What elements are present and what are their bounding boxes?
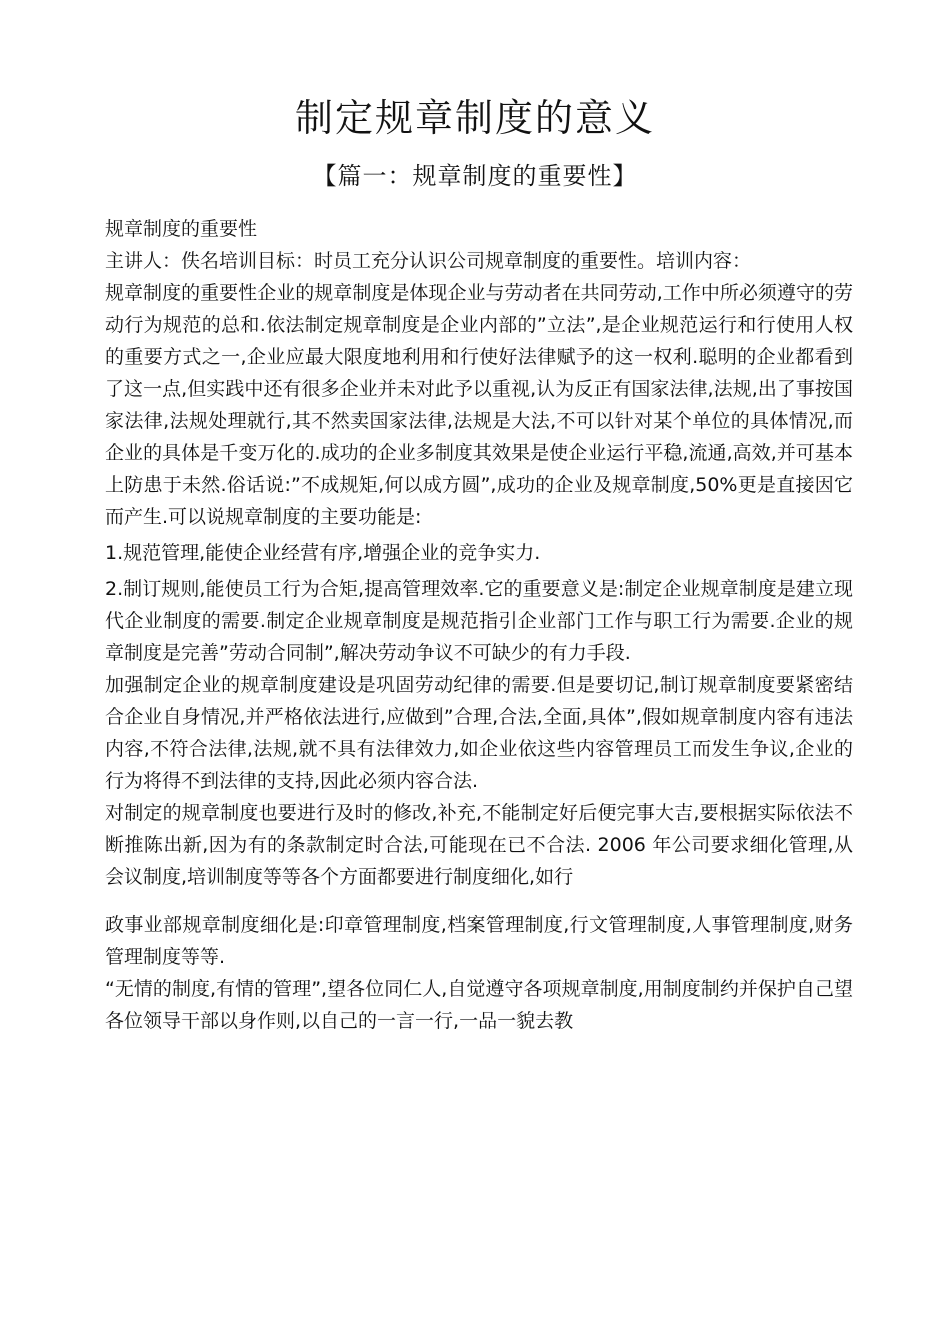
paragraph-importance: 规章制度的重要性企业的规章制度是体现企业与劳动者在共同劳动,工作中所必须遵守的劳动行为规范的总和.依法制定规章制度是企业内部的”立法”,是企业规范运行和行使用人权的重要方式之一,企业应最大限度地利用和行使好法律赋予的这一权利.聪明的企业都看到了这一点,但实践中还有很多企业并未对此予以重视,认为反正有国家法律,法规,出了事按国家法律,法规处理就行,其不然卖国家法律,法规是大法,不可以针对某个单位的具体情况,而企业的具体是千变万化的.成功的企业多制度其效果是使企业运行平稳,流通,高效,并可基本上防患于未然.俗话说:”不成规矩,何以成方圆”,成功的企业及规章制度,50%更是直接因它而产生.可以说规章制度的主要功能是:: [105, 282, 853, 528]
paragraph-closing: “无情的制度,有情的管理”,望各位同仁人,自觉遵守各项规章制度,用制度制约并保护自己望各位领导干部以身作则,以自己的一言一行,一品一貌去教: [105, 978, 853, 1032]
section-heading: 【篇一：规章制度的重要性】: [312, 162, 638, 190]
paragraph-revision: 对制定的规章制度也要进行及时的修改,补充,不能制定好后便完事大吉,要根据实际依法不断推陈出新,因为有的条款制定时合法,可能现在已不合法. 2006 年公司要求细化管理,从会议制度,培训制度等等各个方面都要进行制度细化,如行: [105, 802, 853, 888]
paragraph-discipline: 加强制定企业的规章制度建设是巩固劳动纪律的需要.但是要切记,制订规章制度要紧密结合企业自身情况,并严格依法进行,应做到”合理,合法,全面,具体”,假如规章制度内容有违法内容,不符合法律,法规,就不具有法律效力,如企业依这些内容管理员工而发生争议,企业的行为将得不到法律的支持,因此必须内容合法.: [105, 674, 853, 792]
page-title: 制定规章制度的意义: [294, 96, 655, 140]
body-text: [105, 213, 853, 1037]
paragraph-speaker: 主讲人：佚名培训目标：时员工充分认识公司规章制度的重要性。培训内容：: [105, 250, 752, 272]
paragraph-point-1: 1.规范管理,能使企业经营有序,增强企业的竞争实力.: [105, 542, 541, 564]
paragraph-departments: 政事业部规章制度细化是:印章管理制度,档案管理制度,行文管理制度,人事管理制度,财务管理制度等等.: [105, 914, 853, 968]
paragraph-point-2: 2.制订规则,能使员工行为合矩,提高管理效率.它的重要意义是:制定企业规章制度是建立现代企业制度的需要.制定企业规章制度是规范指引企业部门工作与职工行为需要.企业的规章制度是完善”劳动合同制”,解决劳动争议不可缺少的有力手段.: [105, 578, 853, 664]
paragraph-heading: 规章制度的重要性: [105, 218, 258, 240]
